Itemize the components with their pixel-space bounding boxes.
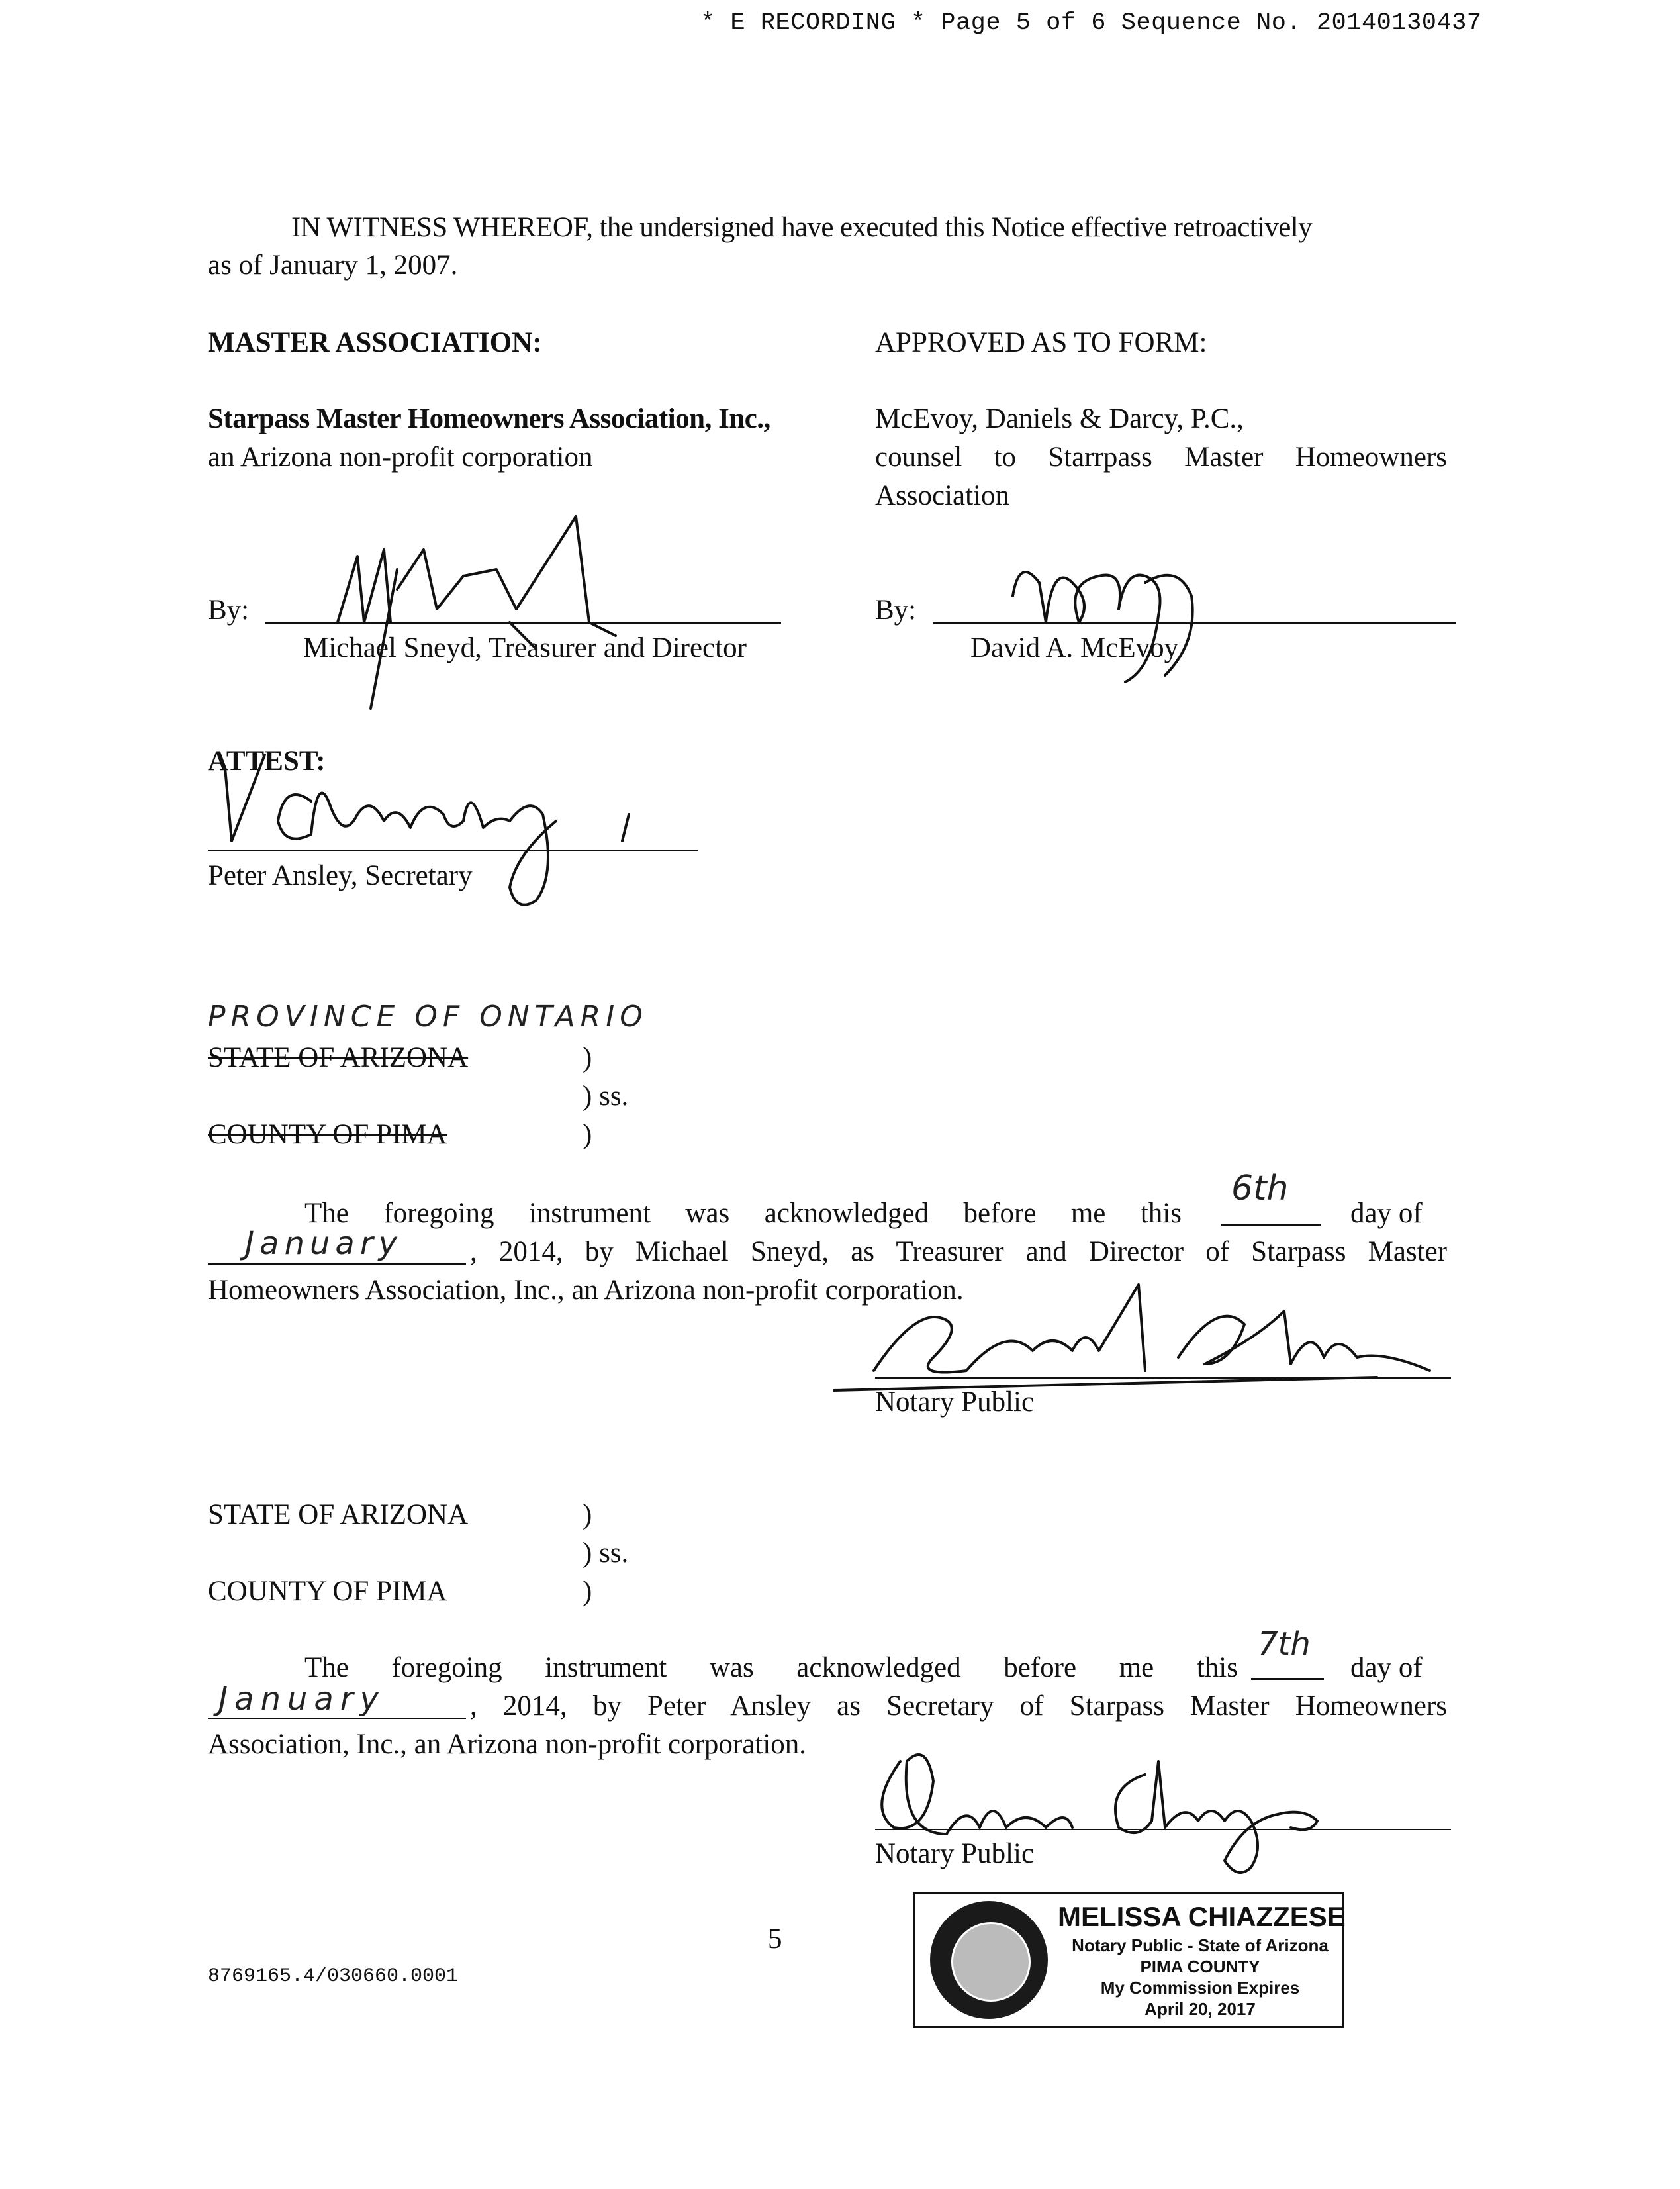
firm-line-3: Association	[875, 480, 1010, 511]
attest-label: ATTEST:	[208, 746, 326, 777]
notary1-ack-line-3: Homeowners Association, Inc., an Arizona non-profit corporation.	[208, 1275, 964, 1306]
witness-line-2: as of January 1, 2007.	[208, 250, 458, 281]
notary2-ack-line-3: Association, Inc., an Arizona non-profit corporation.	[208, 1729, 806, 1760]
witness-line-1: IN WITNESS WHEREOF, the undersigned have executed this Notice effective retroactively	[291, 212, 1313, 243]
signature-notary-1	[834, 1258, 1470, 1404]
notary1-ack-line-2: , 2014, by Michael Sneyd, as Treasurer and Director of Starpass Master	[470, 1236, 1447, 1267]
stamp-line-1: Notary Public - State of Arizona	[1072, 1935, 1329, 1955]
attest-signer: Peter Ansley, Secretary	[208, 860, 473, 891]
master-association-heading: MASTER ASSOCIATION:	[208, 327, 542, 358]
signature-peter-ansley	[212, 742, 688, 920]
firm-line-2: counsel to Starrpass Master Homeowners	[875, 442, 1447, 473]
notary-seal	[930, 1901, 1048, 2019]
notary2-paren-1: )	[583, 1499, 592, 1530]
notary1-ack-a: The foregoing instrument was acknowledged before me this	[304, 1198, 1182, 1229]
by-label-left: By:	[208, 595, 250, 626]
notary1-month-line	[208, 1263, 466, 1265]
firm-name: McEvoy, Daniels & Darcy, P.C.,	[875, 403, 1244, 434]
notary1-state: STATE OF ARIZONA	[208, 1042, 469, 1073]
handwritten-jurisdiction: PROVINCE OF ONTARIO	[208, 1000, 648, 1034]
approved-as-to-form-heading: APPROVED AS TO FORM:	[875, 327, 1207, 358]
notary2-ack-b: day of	[1350, 1652, 1423, 1683]
notary2-paren-2: )	[583, 1576, 592, 1607]
notary2-label: Notary Public	[875, 1838, 1035, 1869]
notary2-ss: ) ss.	[583, 1537, 629, 1569]
signer-right: David A. McEvoy	[970, 632, 1179, 663]
notary1-paren-1: )	[583, 1042, 592, 1073]
notary2-month-line	[208, 1718, 466, 1719]
entity-description: an Arizona non-profit corporation	[208, 442, 593, 473]
notary2-state: STATE OF ARIZONA	[208, 1499, 469, 1530]
signature-michael-sneyd	[298, 490, 708, 702]
notary1-label: Notary Public	[875, 1386, 1035, 1418]
notary2-day-line	[1251, 1678, 1324, 1680]
by-label-right: By:	[875, 595, 917, 626]
notary1-ack-b: day of	[1350, 1198, 1423, 1229]
notary-stamp	[913, 1892, 1344, 2028]
notary2-day-value: 7th	[1258, 1626, 1311, 1663]
document-id: 8769165.4/030660.0001	[208, 1965, 459, 1988]
signer-left: Michael Sneyd, Treasurer and Director	[303, 632, 747, 663]
notary1-day-value: 6th	[1231, 1169, 1289, 1208]
notary1-month-value: January	[245, 1225, 402, 1262]
notary-seal-inner	[951, 1922, 1031, 2002]
recording-header: * E RECORDING * Page 5 of 6 Sequence No. 20140130437	[700, 9, 1482, 37]
entity-name: Starpass Master Homeowners Association, Inc.,	[208, 403, 770, 434]
notary2-ack-a: The foregoing instrument was acknowledged before me this	[304, 1652, 1238, 1683]
stamp-line-2: PIMA COUNTY	[1140, 1957, 1260, 1976]
stamp-line-4: April 20, 2017	[1144, 1999, 1256, 2019]
stamp-line-3: My Commission Expires	[1100, 1978, 1300, 1998]
notary1-ss: ) ss.	[583, 1081, 629, 1112]
notary1-day-line	[1221, 1224, 1321, 1226]
signature-notary-2	[854, 1722, 1383, 1887]
notary2-ack-line-2: , 2014, by Peter Ansley as Secretary of Starpass Master Homeowners	[470, 1690, 1447, 1722]
notary2-county: COUNTY OF PIMA	[208, 1576, 447, 1607]
notary1-paren-2: )	[583, 1119, 592, 1150]
page-number: 5	[768, 1923, 782, 1955]
notary1-county: COUNTY OF PIMA	[208, 1119, 447, 1150]
stamp-name: MELISSA CHIAZZESE	[1058, 1901, 1346, 1932]
notary2-month-value: January	[218, 1680, 385, 1718]
signature-david-mcevoy	[993, 543, 1244, 702]
